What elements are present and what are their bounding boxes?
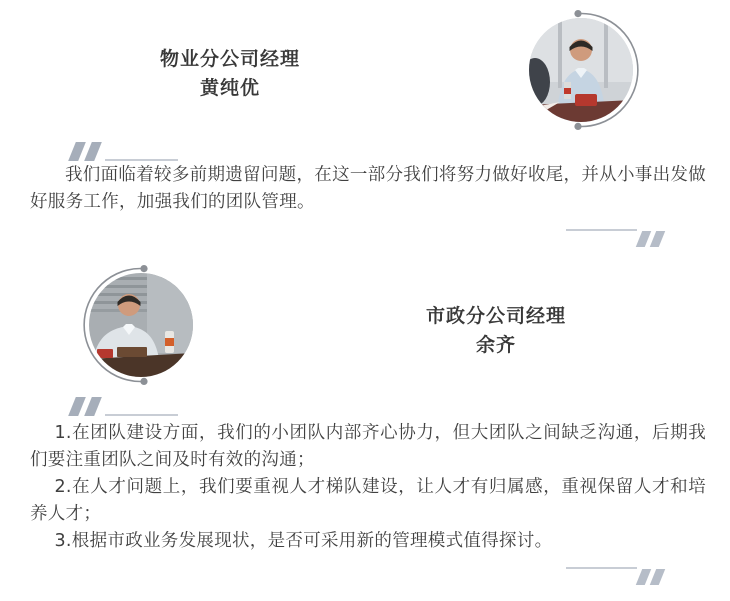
- manager-photo-property: [520, 8, 645, 133]
- close-quote-icon: [566, 566, 666, 588]
- quote-paragraph: 2.在人才问题上，我们要重视人才梯队建设，让人才有归属感，重视保留人才和培养人才；: [30, 477, 706, 524]
- quote-slash: [650, 569, 665, 585]
- quote-line: [105, 159, 178, 161]
- quote-slash: [636, 569, 651, 585]
- quote-paragraph: 3.根据市政业务发展现状，是否可采用新的管理模式值得探讨。: [54, 531, 553, 551]
- manager-role: 物业分公司经理: [159, 48, 300, 70]
- manager-title-block: [0, 45, 460, 103]
- quote-line: [566, 567, 637, 569]
- close-quote-icon: [566, 228, 666, 250]
- manager-name: 黄纯优: [199, 77, 260, 99]
- avatar-photo: [520, 18, 633, 122]
- open-quote-icon: [66, 397, 256, 419]
- quote-line: [105, 414, 178, 416]
- manager-role: 市政分公司经理: [425, 305, 566, 327]
- manager-title-block: [262, 302, 730, 360]
- quote-text-block: [30, 162, 706, 216]
- quote-line: [566, 229, 637, 231]
- manager-photo-municipal: [77, 263, 202, 388]
- quote-paragraph: 1.在团队建设方面，我们的小团队内部齐心协力，但大团队之间缺乏沟通，后期我们要注重团队之间及时有效的沟通；: [30, 423, 706, 470]
- manager-name: 余齐: [475, 334, 516, 356]
- quote-slash: [84, 397, 102, 416]
- quote-paragraph: 我们面临着较多前期遗留问题，在这一部分我们将努力做好收尾，并从小事出发做好服务工作，加强我们的团队管理。: [30, 165, 706, 212]
- avatar-photo: [89, 273, 193, 377]
- open-quote-icon: [66, 142, 256, 164]
- quote-slash: [84, 142, 102, 161]
- quote-slash: [68, 397, 86, 416]
- quote-text-block: [30, 420, 706, 555]
- quote-slash: [636, 231, 651, 247]
- quote-slash: [650, 231, 665, 247]
- quote-slash: [68, 142, 86, 161]
